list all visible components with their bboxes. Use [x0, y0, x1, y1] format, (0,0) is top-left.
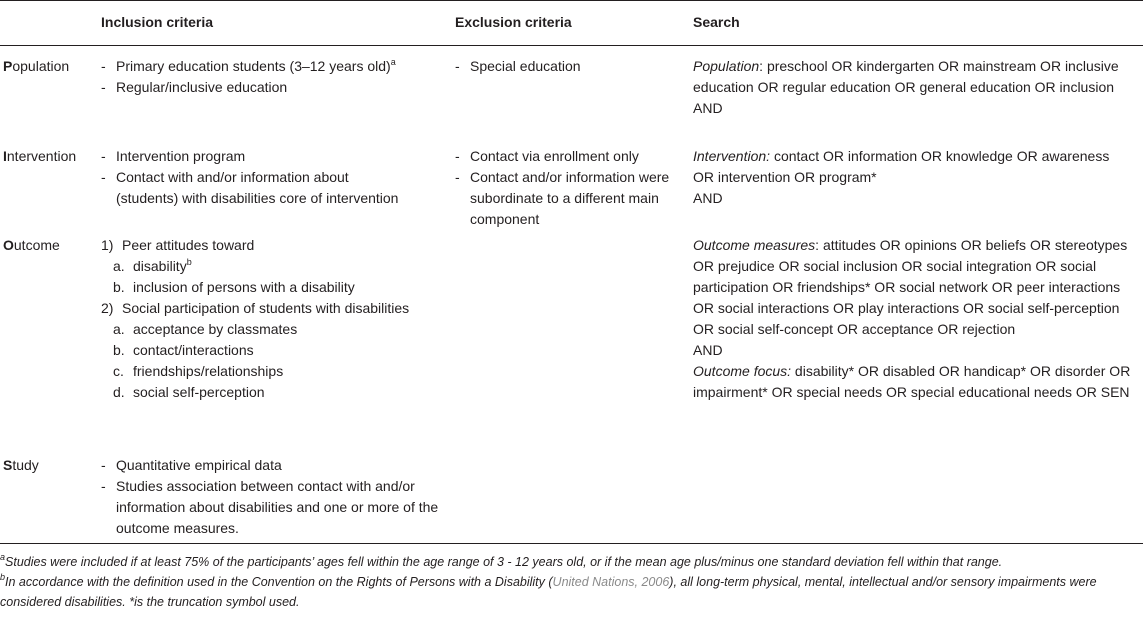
- list-item: c. friendships/relationships: [113, 363, 284, 379]
- list-item: a. disability$^b$: [113, 257, 192, 274]
- list-item: 2) Social participation of students with disabilities: [101, 300, 410, 316]
- list-item: 1) Peer attitudes toward: [101, 237, 255, 253]
- list-item: - Special education: [455, 58, 581, 74]
- list-item: - Contact via enrollment only: [455, 148, 639, 164]
- study-inclusion: [101, 455, 441, 539]
- footnote-a: $^a$Studies were included if at least 75% of the participants’ ages fell within the age range of 3 - 12 years old, or if the mean age plus/minus one standard deviation fell within that range.: [0, 552, 1003, 569]
- table-header-rule: [0, 45, 1143, 46]
- list-item: d. social self-perception: [113, 384, 265, 400]
- row-label-outcome: Outcome: [3, 237, 60, 253]
- row-label-population: Population: [3, 58, 70, 74]
- list-item: a. acceptance by classmates: [113, 321, 298, 337]
- list-item: - Studies association between contact with and/or information about disabilities and one or more of the outcome measures.: [101, 478, 439, 536]
- population-inclusion: [101, 56, 431, 98]
- row-label-study: Study: [3, 457, 39, 473]
- intervention-exclusion: [455, 146, 670, 230]
- header-exclusion: Exclusion criteria: [455, 14, 572, 30]
- list-item: b. contact/interactions: [113, 342, 254, 358]
- intervention-search: Intervention: contact OR information OR knowledge OR awareness OR intervention OR program* AND: [693, 148, 1110, 206]
- list-item: - Contact with and/or information about (students) with disabilities core of intervention: [101, 169, 399, 206]
- row-label-intervention: Intervention: [3, 148, 77, 164]
- list-item: b. inclusion of persons with a disability: [113, 279, 355, 295]
- header-inclusion: Inclusion criteria: [101, 14, 214, 30]
- footnote-b: $^b$In accordance with the definition used in the Convention on the Rights of Persons with a Disability (United Nations, 2006), all long-term physical, mental, intellectual and/or sensory impairments were considered disabilities. *is the truncation symbol used.: [0, 572, 1097, 609]
- list-item: - Quantitative empirical data: [101, 457, 282, 473]
- list-item: - Regular/inclusive education: [101, 79, 288, 95]
- list-item: - Primary education students (3–12 years old)$^a$: [101, 57, 396, 74]
- intervention-inclusion: [101, 146, 411, 209]
- outcome-inclusion: [101, 235, 441, 403]
- header-search: Search: [693, 14, 740, 30]
- population-exclusion: [455, 56, 670, 77]
- list-item: - Contact and/or information were subordinate to a different main component: [455, 169, 670, 227]
- table-bottom-rule: [0, 543, 1143, 544]
- population-search: Population: preschool OR kindergarten OR mainstream OR inclusive education OR regular education OR general education OR inclusion AND: [693, 58, 1119, 116]
- list-item: - Intervention program: [101, 148, 246, 164]
- citation-link[interactable]: United Nations, 2006: [552, 575, 670, 589]
- table-top-rule: [0, 0, 1143, 1]
- outcome-search: Outcome measures: attitudes OR opinions OR beliefs OR stereotypes OR prejudice OR social inclusion OR social integration OR social participation OR friendships* OR social network OR peer interactions OR social interactions OR play interactions OR social self-perception OR social self-concept OR acceptance OR rejection AND Outcome focus: disability* OR disabled OR handicap* OR disorder OR impairment* OR special needs OR special educational needs OR SEN: [693, 237, 1131, 400]
